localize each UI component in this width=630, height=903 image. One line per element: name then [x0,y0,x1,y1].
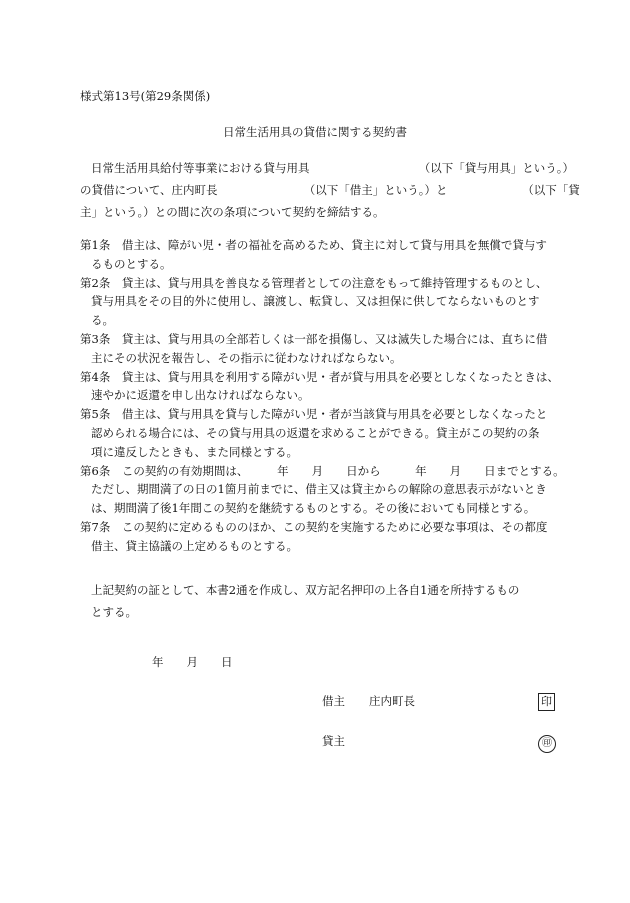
article-text: 貸主は、貸与用具を利用する障がい児・者が貸与用具を必要としなくなったときは、 [121,369,559,384]
borrower-name: 庄内町長 [369,694,415,708]
article-text: 貸主は、貸与用具の全部若しくは一部を損傷し、又は滅失した場合には、直ちに借 [121,331,548,346]
intro-paragraph [80,157,580,223]
article-text: 借主は、障がい児・者の福祉を高めるため、貸主に対して貸与用具を無償で貸与す [121,238,547,252]
article-7 [80,518,570,556]
article-text: 速やかに返還を申し出なければならない。 [91,388,310,403]
article-2 [80,274,570,330]
intro-line: 日常生活用具給付等事業における貸与用具 （以下「貸与用具」という。） [91,161,574,175]
round-seal-mark: ㊞ [538,735,556,753]
article-label: 第5条 [80,407,111,422]
article-3 [80,330,570,368]
article-text: 貸主は、貸与用具を善良なる管理者としての注意をもって維持管理するものとし、 [121,275,548,290]
intro-line: 主」という。）との間に次の条項について契約を締結する。 [80,205,385,219]
document-title: 日常生活用具の貸借に関する契約書 [223,125,407,139]
article-text: 借主は、貸与用具を貸与した障がい児・者が当該貸与用具を必要としなくなったと [121,407,548,422]
article-6 [80,462,570,518]
article-label: 第4条 [80,369,111,384]
article-label: 第2条 [80,275,111,290]
closing-line: とする。 [91,605,137,619]
intro-line: の貸借について、庄内町長 （以下「借主」という。）と （以下「貸 [80,183,580,197]
article-text: るものとする。 [91,256,172,271]
article-text: 借主、貸主協議の上定めるものとする。 [91,538,298,553]
closing-paragraph [80,579,570,623]
article-1 [80,236,570,274]
closing-line: 上記契約の証として、本書2通を作成し、双方記名押印の上各自1通を所持するもの [91,583,520,597]
article-text: る。 [91,313,114,328]
article-text: 貸与用具をその目的外に使用し、譲渡し、転貸し、又は担保に供してならないものとす [91,294,540,309]
lender-signature-line [322,736,345,748]
square-seal-mark: 印 [538,693,555,711]
article-label: 第6条 [80,463,111,478]
article-text: ただし、期間満了の日の1箇月前までに、借主又は貸主からの解除の意思表示がないとき [91,482,547,497]
date-line: 年 月 日 [152,655,233,669]
article-5 [80,405,570,461]
article-text: この契約の有効期間は、 年 月 日から 年 月 日までとする。 [121,463,565,478]
articles-list [80,236,570,556]
borrower-signature-line [322,696,415,708]
article-text: 認められる場合には、その貸与用具の返還を求めることができる。貸主がこの契約の条 [91,425,540,440]
article-label: 第3条 [80,331,111,346]
article-label: 第1条 [80,238,111,252]
article-label: 第7条 [80,519,111,534]
article-text: この契約に定めるもののほか、この契約を実施するために必要な事項は、その都度 [121,519,548,534]
article-text: 項に違反したときも、また同様とする。 [91,444,298,459]
form-number: 様式第13号(第29条関係) [80,89,211,103]
article-text: 主にその状況を報告し、その指示に従わなければならない。 [91,350,402,365]
borrower-role: 借主 [322,694,345,708]
article-4 [80,368,570,406]
article-text: は、期間満了後1年間この契約を継続するものとする。その後においても同様とする。 [91,501,536,516]
lender-role: 貸主 [322,734,345,748]
